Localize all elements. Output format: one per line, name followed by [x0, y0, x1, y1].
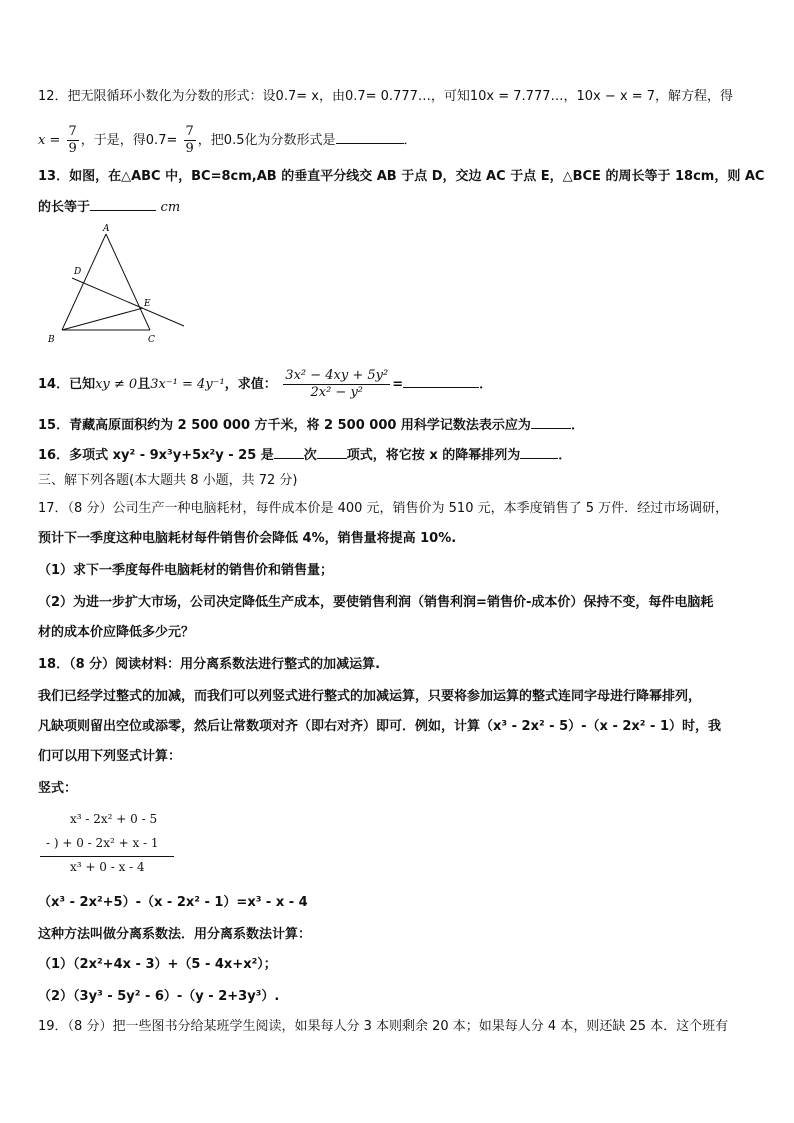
q17-part-2-line-2: 材的成本价应降低多少元？ [38, 625, 195, 640]
vertical-calc-result: x³ + 0 - x - 4 [70, 860, 145, 874]
q14-line: 14．已知xy ≠ 0且3x⁻¹ = 4y⁻¹，求值： $\frac{\text{3x² − 4xy + 5y²}}{\text{2x² − y²}}$ = ． [38, 368, 493, 400]
answer-blank[interactable] [90, 198, 156, 211]
side-ac [106, 234, 150, 330]
q12-line-1: 12．把无限循环小数化为分数的形式：设0.7= x，由0.7= 0.777…，可知10x = 7.777…，10x − x = 7，解方程，得 [38, 89, 734, 104]
section-heading: 三、解下列各题(本大题共 8 小题，共 72 分) [38, 473, 298, 488]
segment-be [62, 308, 143, 330]
q17-part-2-line-1: （2）为进一步扩大市场，公司决定降低生产成本，要使销售利润（销售利润=销售价-成本价）保持不变，每件电脑耗 [38, 595, 714, 610]
q18-part-1: （1）（2x²+4x - 3）+（5 - 4x+x²）； [38, 957, 277, 972]
answer-blank[interactable] [274, 446, 304, 459]
q17-line-1: 17．（8 分）公司生产一种电脑耗材，每件成本价是 400 元，销售价为 510 元，本季度销售了 5 万件．经过市场调研， [38, 501, 729, 516]
side-ab [62, 234, 106, 330]
q17-part-1: （1）求下一季度每件电脑耗材的销售价和销售量； [38, 563, 334, 578]
perpendicular-bisector [72, 278, 184, 326]
q18-line-7: 这种方法叫做分离系数法．用分离系数法计算： [38, 927, 312, 942]
triangle-figure [40, 222, 190, 346]
q13-line-1: 13．如图，在△ABC 中，BC=8cm,AB 的垂直平分线交 AB 于点 D，交边 AC 于点 E，△BCE 的周长等于 18cm，则 AC [38, 169, 765, 184]
q18-line-3: 凡缺项则留出空位或添零，然后让常数项对齐（即右对齐）即可．例如，计算（x³ - 2x² - 5）-（x - 2x² - 1）时，我 [38, 719, 721, 734]
answer-blank[interactable] [531, 416, 571, 429]
q18-line-2: 我们已经学过整式的加减，而我们可以列竖式进行整式的加减运算，只要将参加运算的整式连同字母进行降幂排列， [38, 689, 702, 704]
q17-line-2: 预计下一季度这种电脑耗材每件销售价会降低 4%，销售量将提高 10%. [38, 531, 457, 546]
fraction-seven-ninths: $\frac{7}{9}$ [68, 124, 77, 156]
q18-line-1: 18．（8 分）阅读材料：用分离系数法进行整式的加减运算. [38, 657, 381, 672]
answer-blank[interactable] [520, 446, 558, 459]
q16-line: 16．多项式 xy² - 9x³y+5x²y - 25 是 次 项式，将它按 x 的降幂排列为 ． [38, 448, 572, 463]
repeating-dot-digit: 7 [287, 89, 297, 104]
answer-blank[interactable] [403, 375, 479, 388]
repeating-dot-digit: 7 [357, 89, 366, 104]
q18-part-2: （2）（3y³ - 5y² - 6）-（y - 2+3y³）. [38, 989, 280, 1004]
q18-line-5: 竖式： [38, 781, 78, 796]
q18-line-4: 们可以用下列竖式计算： [38, 749, 182, 764]
q18-result-line: （x³ - 2x²+5）-（x - 2x² - 1）=x³ - x - 4 [38, 895, 308, 910]
q13-line-2: 的长等于 cm [38, 200, 181, 215]
label-c: C [148, 335, 155, 345]
label-a: A [103, 224, 110, 234]
vertical-calc-row-1: x³ - 2x² + 0 - 5 [70, 812, 158, 826]
fraction-seven-ninths: $\frac{7}{9}$ [185, 124, 194, 156]
vertical-calc-row-2: - ) + 0 - 2x² + x - 1 [46, 836, 159, 850]
q19-line-1: 19．（8 分）把一些图书分给某班学生阅读，如果每人分 3 本则剩余 20 本；如果每人分 4 本，则还缺 25 本．这个班有 [38, 1019, 729, 1034]
q15-line: 15．青藏高原面积约为 2 500 000 方千米，将 2 500 000 用科学记数法表示应为 ． [38, 418, 584, 433]
expression-fraction: $\frac{\text{3x² − 4xy + 5y²}}{\text{2x² − y²}}$ [285, 368, 389, 400]
vertical-calc-divider [40, 856, 174, 857]
label-d: D [74, 267, 82, 277]
label-e: E [144, 299, 151, 309]
label-b: B [48, 335, 55, 345]
q12-line-2: x = $\frac{7}{9}$ ，于是，得0.7= $\frac{7}{9}$ ，把0.5化为分数形式是 ． [38, 124, 417, 156]
answer-blank[interactable] [336, 131, 404, 144]
answer-blank[interactable] [317, 446, 347, 459]
